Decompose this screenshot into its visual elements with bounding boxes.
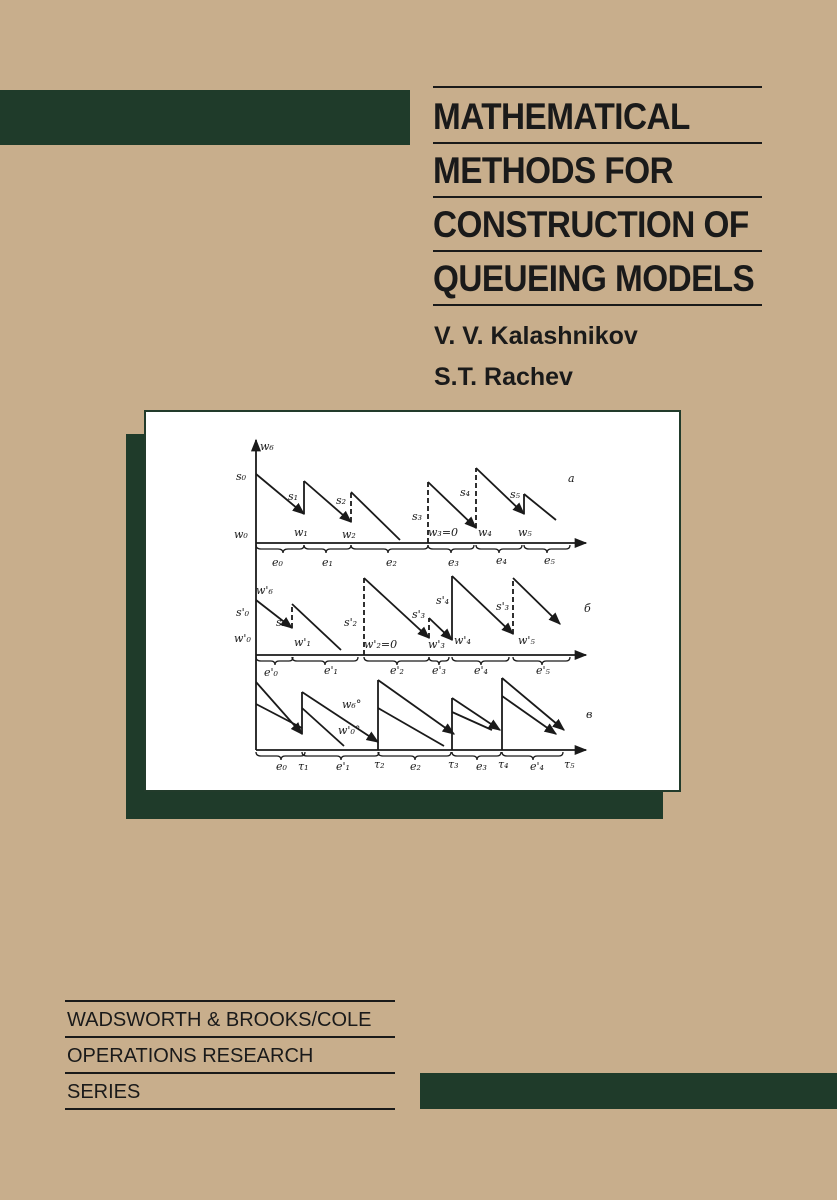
author-name: S.T. Rachev (434, 363, 573, 391)
panel-label: в (586, 708, 593, 721)
diagram-label: τ₅ (564, 758, 575, 771)
series-rule (65, 1000, 395, 1002)
diagram-label: e₀ (276, 760, 287, 773)
diagram-label: w'₃ (428, 638, 445, 651)
author-name: V. V. Kalashnikov (434, 322, 638, 350)
diagram-label: s₄ (460, 486, 471, 499)
title-rule (433, 250, 762, 252)
diagram-label: e₅ (544, 554, 555, 567)
diagram-label: w₁ (294, 526, 308, 539)
diagram-label: w₂ (342, 528, 356, 541)
diagram-label: w₃=0 (428, 526, 459, 539)
diagram-label: e'₄ (530, 760, 544, 773)
diagram-label: s'₀ (236, 606, 250, 619)
diagram-label: w₄ (478, 526, 492, 539)
title-rule (433, 86, 762, 88)
diagram-label: e₄ (496, 554, 507, 567)
series-line: SERIES (67, 1081, 141, 1103)
diagram-label: w₀ (234, 528, 248, 541)
title-line: QUEUEING MODELS (433, 258, 755, 299)
diagram-label: s'₄ (436, 594, 450, 607)
diagram-label: w'₂=0 (364, 638, 398, 651)
diagram-label: s₅ (510, 488, 521, 501)
diagram-label: s'₂ (344, 616, 358, 629)
diagram-frame (144, 410, 681, 792)
panel-label: б (584, 602, 591, 615)
diagram-label: w₆° (342, 698, 362, 711)
diagram-label: τ₁ (298, 760, 309, 773)
diagram-label: e₁ (322, 556, 333, 569)
diagram-label: e₂ (410, 760, 421, 773)
series-rule (65, 1036, 395, 1038)
diagram-label: e'₂ (390, 664, 404, 677)
diagram-label: w'₅ (518, 634, 535, 647)
diagram-label: τ₃ (448, 758, 459, 771)
diagram-label: e₀ (272, 556, 283, 569)
title-rule (433, 196, 762, 198)
title-line: CONSTRUCTION OF (433, 204, 749, 245)
diagram-label: e₃ (476, 760, 487, 773)
diagram-label: w₆ (260, 440, 274, 453)
diagram-label: w₅ (518, 526, 532, 539)
bottom-band (420, 1073, 837, 1109)
title-line: METHODS FOR (433, 150, 674, 191)
title-rule (433, 142, 762, 144)
panel-label: a (568, 472, 575, 485)
diagram-label: e'₀ (264, 666, 278, 679)
series-rule (65, 1072, 395, 1074)
diagram-label: w'₆ (256, 584, 273, 597)
diagram-label: w'₁ (294, 636, 311, 649)
title-line: MATHEMATICAL (433, 96, 690, 137)
diagram-label: e'₃ (432, 664, 446, 677)
diagram-label: s₁ (288, 490, 299, 503)
diagram-label: s₀ (236, 470, 247, 483)
diagram-label: τ₄ (498, 758, 509, 771)
diagram-label: w'₀° (338, 724, 361, 737)
diagram-label: e₂ (386, 556, 397, 569)
title-rule (433, 304, 762, 306)
diagram-label: e'₁ (324, 664, 338, 677)
diagram-label: e'₄ (474, 664, 488, 677)
diagram-label: s₁ (276, 616, 287, 629)
diagram-label: w'₀ (234, 632, 251, 645)
diagram-label: s'₃ (496, 600, 510, 613)
diagram-label: e₃ (448, 556, 459, 569)
queueing-diagram (146, 412, 679, 790)
diagram-label: τ₂ (374, 758, 385, 771)
diagram-label: s'₃ (412, 608, 426, 621)
diagram-label: e'₅ (536, 664, 550, 677)
diagram-label: e'₁ (336, 760, 350, 773)
diagram-label: s₂ (336, 494, 347, 507)
series-line: WADSWORTH & BROOKS/COLE (67, 1009, 372, 1031)
top-band (0, 90, 410, 145)
series-rule (65, 1108, 395, 1110)
diagram-label: w'₄ (454, 634, 471, 647)
diagram-label: s₃ (412, 510, 423, 523)
series-line: OPERATIONS RESEARCH (67, 1045, 314, 1067)
